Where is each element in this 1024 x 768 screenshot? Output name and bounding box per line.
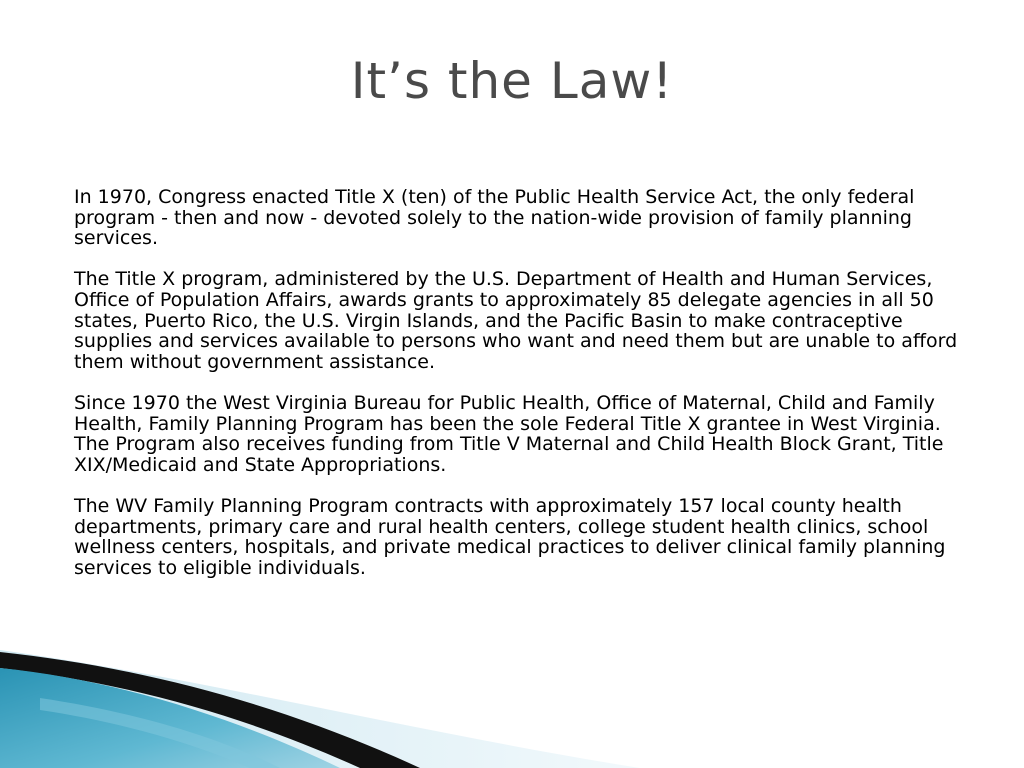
- slide-title: It’s the Law!: [350, 52, 674, 110]
- paragraph-wv-grantee: Since 1970 the West Virginia Bureau for Public Health, Office of Maternal, Child and Family Health, Family Planning Program has been the sole Federal Title X grantee in West Virginia. The Program also receives funding from Title V Maternal and Child Health Block Grant, Title XIX/Medicaid and State Appropriations.: [74, 391, 944, 476]
- paragraph-title-x-program: The Title X program, administered by the U.S. Department of Health and Human Services, Office of Population Affairs, awards grants to approximately 85 delegate agencies in all 50 states, Puerto Rico, the U.S. Virgin Islands, and the Pacific Basin to make contraceptive supplies and services available to persons who want and need them but are unable to afford them without government assistance.: [74, 268, 958, 373]
- slide-body: [74, 187, 964, 599]
- paragraph-wv-contracts: The WV Family Planning Program contracts with approximately 157 local county health departments, primary care and rural health centers, college student health clinics, school wellness centers, hospitals, and private medical practices to deliver clinical family planning services to eligible individuals.: [74, 494, 946, 579]
- paragraph-title-x-history: In 1970, Congress enacted Title X (ten) of the Public Health Service Act, the only federal program - then and now - devoted solely to the nation-wide provision of family planning services.: [74, 186, 915, 250]
- decorative-wave: [0, 638, 1024, 768]
